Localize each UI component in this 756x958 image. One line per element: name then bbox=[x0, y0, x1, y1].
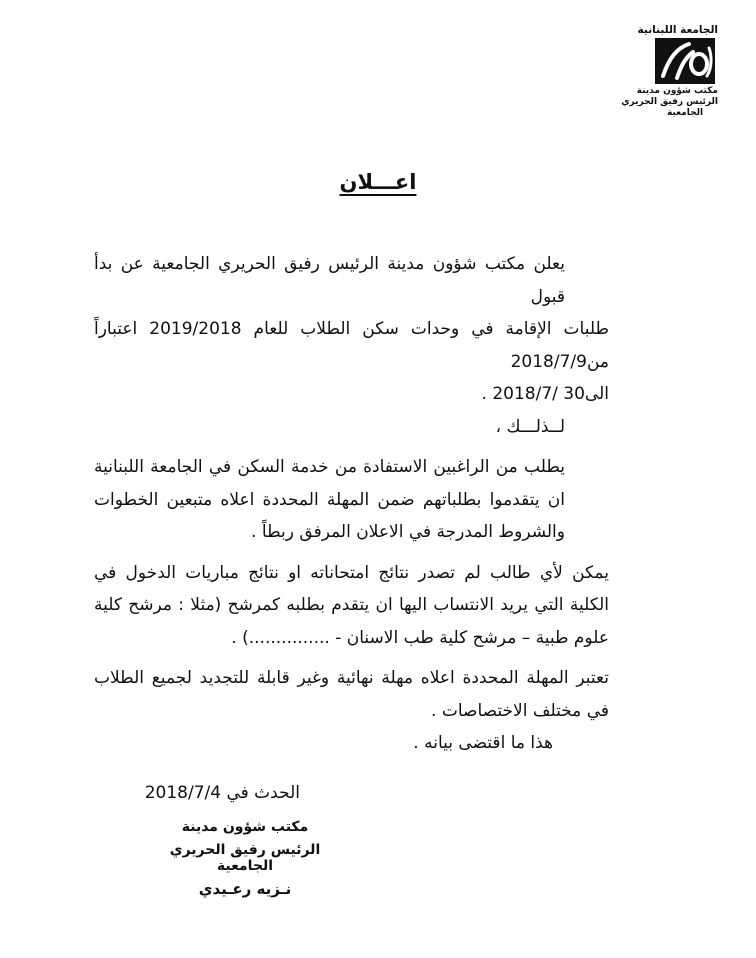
paragraph-2: يطلب من الراغبين الاستفادة من خدمة السكن في الجامعة اللبنانية ان يتقدموا بطلباتهم ضمن المهلة المحددة اعلاه متبعين الخطوات والشروط المدرجة في الاعلان المرفق ربطاً . bbox=[94, 457, 565, 542]
closing-line: هذا ما اقتضى بيانه . bbox=[413, 733, 553, 753]
paragraph-1-line-2: طلبات الإقامة في وحدات سكن الطلاب للعام 2019/2018 اعتباراً من2018/7/9 bbox=[94, 319, 609, 372]
logo-university-name: الجامعة اللبنانية bbox=[637, 24, 718, 36]
signatory-name: نـزيه رعـيدي bbox=[198, 880, 292, 898]
lebanese-university-logo-icon bbox=[655, 38, 715, 84]
logo-office-line-3: الجامعية bbox=[666, 108, 704, 118]
therefore-line: لــذلـــك ، bbox=[495, 416, 565, 437]
paragraph-1-line-1: يعلن مكتب شؤون مدينة الرئيس رفيق الحريري الجامعية عن بدأ قبول bbox=[94, 254, 565, 307]
signature-office-line-2: الرئيس رفيق الحريري الجامعية bbox=[169, 842, 321, 874]
announcement-body bbox=[94, 248, 609, 760]
signature-date: الحدث في 2018/7/4 bbox=[144, 783, 300, 803]
logo-office-line-2: الرئيس رفيق الحريري bbox=[621, 97, 718, 107]
signature-office-line-1: مكتب شؤون مدينة bbox=[181, 819, 309, 835]
announcement-title: اعـــلان bbox=[339, 170, 417, 194]
university-logo-block bbox=[621, 24, 718, 119]
paragraph-1 bbox=[94, 248, 609, 411]
paragraph-3: يمكن لأي طالب لم تصدر نتائج امتحاناته او نتائج مباريات الدخول في الكلية التي يريد الانتساب اليها ان يتقدم بطلبه كمرشح (مثلا : مرشح كلية علوم طبية – مرشح كلية طب الاسنان - ...............) . bbox=[94, 562, 609, 648]
logo-office-line-1: مكتب شؤون مدينة bbox=[636, 86, 718, 96]
paragraph-4: تعتبر المهلة المحددة اعلاه مهلة نهائية وغير قابلة للتجديد لجميع الطلاب في مختلف الاختصاصات . bbox=[94, 668, 609, 721]
paragraph-1-line-3: الى30 /2018/7 . bbox=[481, 384, 609, 404]
